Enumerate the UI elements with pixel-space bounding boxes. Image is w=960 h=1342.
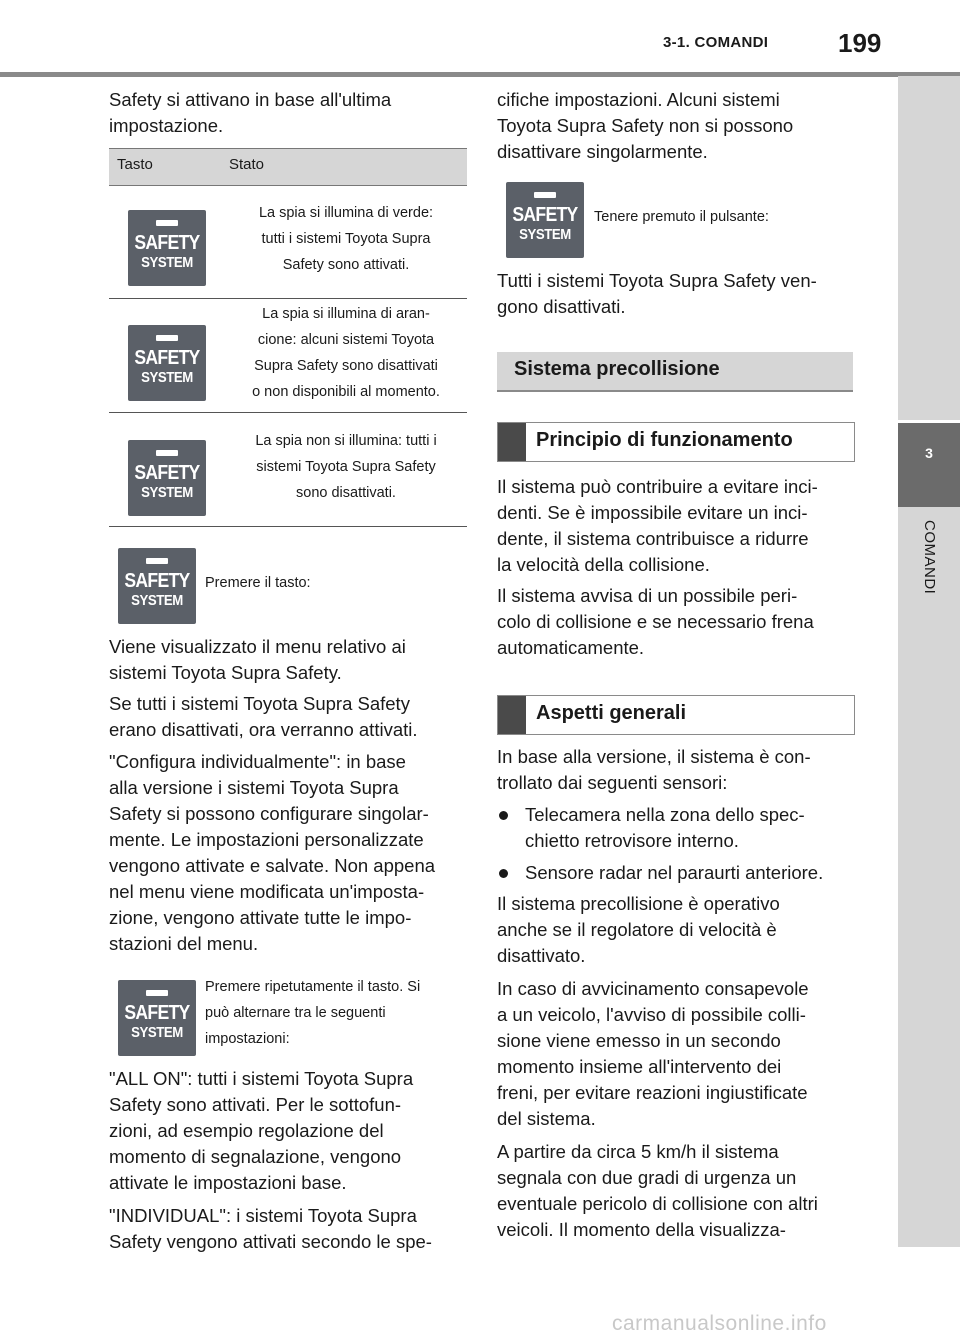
paragraph: Il sistema precollisione è operativo anche se il regolatore di velocità è disattivato. — [497, 893, 780, 966]
icon-line1: SAFETY — [134, 347, 200, 369]
paragraph: "INDIVIDUAL": i sistemi Toyota Supra Safety vengono attivati secondo le spe- — [109, 1205, 432, 1252]
subsection-heading — [497, 695, 855, 735]
paragraph: A partire da circa 5 km/h il sistema segnala con due gradi di urgenza un eventuale pericolo di collisione con altri veicoli. Il momento della visualizza- — [497, 1141, 818, 1240]
paragraph: "Configura individualmente": in base alla versione i sistemi Toyota Supra Safety si possono configurare singolar- mente. Le impostazioni personalizzate vengono attivate e salvate. Non appena nel menu viene modificata un'imposta- zione, vengono attivate tutte le impo- stazioni del menu. — [109, 751, 436, 954]
table-row-divider — [109, 526, 467, 527]
safety-system-icon — [128, 325, 206, 401]
subsection-heading-text: Aspetti generali — [536, 702, 687, 724]
icon-line2: SYSTEM — [141, 254, 193, 271]
icon-line1: SAFETY — [124, 570, 190, 592]
paragraph: Viene visualizzato il menu relativo ai sistemi Toyota Supra Safety. — [109, 636, 406, 683]
section-header: 3-1. COMANDI — [663, 34, 769, 51]
icon-line2: SYSTEM — [141, 484, 193, 501]
table-cell-state: La spia non si illumina: tutti i sistemi Toyota Supra Safety sono disattivati. — [255, 433, 437, 501]
table-header-state: Stato — [229, 156, 265, 173]
list-item-text: Sensore radar nel paraurti anteriore. — [525, 862, 824, 883]
paragraph: Se tutti i sistemi Toyota Supra Safety erano disattivati, ora verranno attivati. — [109, 693, 418, 740]
table-row-divider — [109, 298, 467, 299]
paragraph: Il sistema può contribuire a evitare inci- denti. Se è impossibile evitare un inci- dente, il sistema contribuisce a ridurre la velocità della collisione. — [497, 476, 818, 575]
table-cell-state: La spia si illumina di aran- cione: alcuni sistemi Toyota Supra Safety sono disattivati o non disponibili al momento. — [252, 306, 440, 400]
subsection-heading-text: Principio di funzionamento — [536, 429, 793, 451]
side-tab-label-box — [898, 507, 960, 1247]
paragraph: In caso di avvicinamento consapevole a un veicolo, l'avviso di possibile colli- sione viene emesso in un secondo momento insieme all'intervento dei freni, per evitare reazioni ingiustificate del sistema. — [497, 978, 809, 1129]
repeat-press-label: Premere ripetutamente il tasto. Si può alternare tra le seguenti impostazioni: — [205, 979, 421, 1047]
table-header-key: Tasto — [117, 156, 153, 173]
paragraph: In base alla versione, il sistema è con- trollato dai seguenti sensori: — [497, 746, 811, 793]
icon-line2: SYSTEM — [131, 592, 183, 609]
paragraph: Il sistema avvisa di un possibile peri- colo di collisione e se necessario frena automaticamente. — [497, 585, 814, 658]
safety-system-icon — [506, 182, 584, 258]
list-item-text: Telecamera nella zona dello spec- chietto retrovisore interno. — [525, 804, 805, 851]
icon-line2: SYSTEM — [131, 1024, 183, 1041]
safety-system-icon — [128, 440, 206, 516]
subsection-heading — [497, 422, 855, 462]
watermark: carmanualsonline.info — [612, 1312, 827, 1335]
icon-line1: SAFETY — [134, 232, 200, 254]
subsection-marker — [498, 696, 526, 734]
paragraph: "ALL ON": tutti i sistemi Toyota Supra Safety sono attivati. Per le sottofun- zioni, ad esempio regolazione del momento di segnalazione, vengono attivate le impostazioni base. — [109, 1068, 414, 1193]
icon-line2: SYSTEM — [519, 226, 571, 243]
icon-line1: SAFETY — [512, 204, 578, 226]
side-tab-number: 3 — [925, 445, 933, 461]
page-number: 199 — [838, 28, 882, 58]
list-item — [499, 860, 859, 886]
intro-text: Safety si attivano in base all'ultima impostazione. — [109, 89, 392, 136]
press-key-label: Premere il tasto: — [205, 575, 311, 591]
section-heading-text: Sistema precollisione — [514, 358, 720, 380]
subsection-marker — [498, 423, 526, 461]
header-rule — [0, 72, 960, 77]
paragraph: cifiche impostazioni. Alcuni sistemi Toyota Supra Safety non si possono disattivare singolarmente. — [497, 89, 794, 162]
side-tab-number-box — [898, 423, 960, 507]
safety-system-icon — [118, 980, 196, 1056]
table-header — [109, 148, 467, 186]
bullet-dot — [499, 811, 508, 820]
side-tab-label: COMANDI — [921, 520, 938, 595]
bullet-dot — [499, 869, 508, 878]
list-item — [499, 802, 859, 854]
paragraph: Tutti i sistemi Toyota Supra Safety ven- gono disattivati. — [497, 270, 817, 317]
table-cell-state: La spia si illumina di verde: tutti i sistemi Toyota Supra Safety sono attivati. — [258, 205, 434, 273]
safety-system-icon — [128, 210, 206, 286]
section-heading — [497, 352, 853, 392]
icon-line1: SAFETY — [124, 1002, 190, 1024]
safety-system-icon — [118, 548, 196, 624]
icon-line2: SYSTEM — [141, 369, 193, 386]
hold-button-label: Tenere premuto il pulsante: — [594, 209, 769, 225]
icon-line1: SAFETY — [134, 462, 200, 484]
side-tab-top — [898, 76, 960, 420]
table-row-divider — [109, 412, 467, 413]
